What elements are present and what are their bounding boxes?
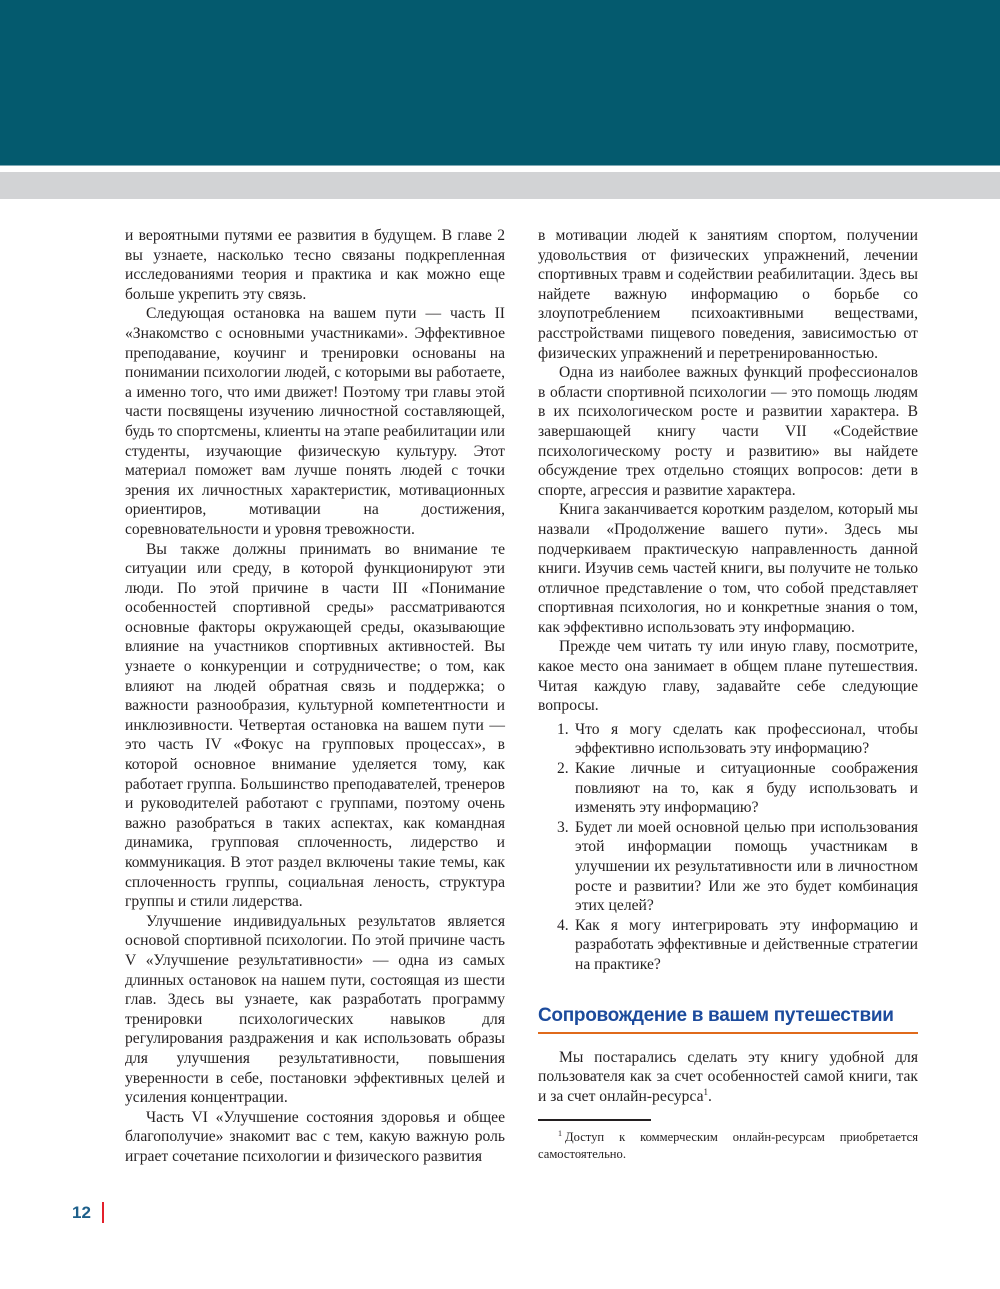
footnote-text: Доступ к коммерческим онлайн-ресурсам приобретается самостоятельно. — [538, 1130, 918, 1162]
paragraph-text: Мы постарались сделать эту книгу удобной для пользователя как за счет особенностей самой книги, так и за счет онлайн-ресурса — [538, 1048, 918, 1105]
paragraph — [538, 1048, 918, 1107]
paragraph: Вы также должны принимать во внимание те ситуации или среду, в которой функционируют эти люди. По этой причине в части III «Понимание особенностей спортивной среды» рассматриваются основные факторы окружающей среды, оказывающие влияние на участников спортивных активностей. Вы узнаете о конкуренции и сотрудничестве; о том, как влияют на людей обратная связь и поддержка; о важности разнообразия, культурной компетентности и инклюзивности. Четвертая остановка на вашем пути — это часть IV «Фокус на групповых процессах», в которой основное внимание уделяется тому, как работает группа. Большинство преподавателей, тренеров и руководителей работают с группами, поэтому очень важно разобраться в таких аспектах, как командная динамика, групповая сплоченность, лидерство и коммуникация. В этот раздел включены такие темы, как сплоченность группы, социальная леность, структура группы и стили лидерства. — [125, 540, 505, 911]
section-heading: Сопровождение в вашем путешествии — [538, 1006, 918, 1034]
header-color-band — [0, 0, 1000, 165]
left-column — [125, 226, 505, 1167]
list-number: 4. — [557, 916, 569, 934]
page-number: 12 — [72, 1203, 91, 1222]
list-item — [557, 759, 918, 818]
paragraph-end: . — [708, 1087, 712, 1105]
footnote-mark: 1 — [558, 1129, 562, 1139]
list-number: 1. — [557, 720, 569, 738]
list-number: 2. — [557, 760, 569, 778]
paragraph: Одна из наиболее важных функций профессионалов в области спортивной психологии — это помощь людям в их психологическом росте и развитии характера. В завершающей книгу части VII «Содействие психологическому росту и развитию» вы найдете обсуждение трех отдельно стоящих вопросов: дети в спорте, агрессия и развитие характера. — [538, 364, 918, 499]
list-item-text: Что я могу сделать как профессионал, чтобы эффективно использовать эту информацию? — [575, 720, 918, 758]
header-band-edge — [0, 165, 1000, 166]
list-item-text: Как я могу интегрировать эту информацию и разработать эффективные и действенные стратегии на практике? — [575, 916, 918, 973]
list-item-text: Какие личные и ситуационные соображения повлияют на то, как я буду использовать и изменять эту информацию? — [575, 760, 918, 817]
list-item — [557, 720, 918, 759]
paragraph: в мотивации людей к занятиям спортом, получении удовольствия от физических упражнений, лечении спортивных травм и содействии реабилитации. Здесь вы найдете важную информацию о борьбе со злоупотреблением психоактивными веществами, расстройствами пищевого поведения, зависимостью от физических упражнений и перетренированностью. — [538, 227, 918, 362]
list-item — [557, 818, 918, 916]
page-number-bar — [102, 1202, 104, 1223]
paragraph: Книга заканчивается коротким разделом, который мы назвали «Продолжение вашего пути». Здесь мы подчеркиваем практическую направленность данной книги. Изучив семь частей книги, вы получите не только отличное представление о том, что собой представляет спортивная психология, но и конкретные знания о том, как эффективно использовать эту информацию. — [538, 501, 918, 636]
paragraph: и вероятными путями ее развития в будущем. В главе 2 вы узнаете, насколько тесно связаны подкрепленная исследованиями теория и практика и как можно еще больше укрепить эту связь. — [125, 227, 505, 303]
paragraph: Улучшение индивидуальных результатов является основой спортивной психологии. По этой причине часть V «Улучшение результативности» — одна из самых длинных остановок на нашем пути, состоящая из шести глав. Здесь вы узнаете, как разработать программу тренировки психологических навыков для регулирования раздражения и как использовать образы для улучшения результативности, повышения уверенности в себе, постановки эффективных целей и усиления концентрации. — [125, 912, 505, 1107]
right-column — [538, 226, 918, 1163]
gray-band — [0, 172, 1000, 199]
paragraph: Следующая остановка на вашем пути — часть II «Знакомство с основными участниками». Эффективное преподавание, коучинг и тренировки основаны на понимании психологии людей, с которыми вы работаете, а именно того, что ими движет! Поэтому три главы этой части посвящены изучению личностной составляющей, будь то спортсмены, клиенты на этапе реабилитации или студенты, изучающие физическую культуру. Этот материал поможет вам лучше понять людей с точки зрения их личностных характеристик, мотивационных ориентиров, мотивации на достижения, соревновательности и уровня тревожности. — [125, 305, 505, 538]
questions-list — [538, 720, 918, 975]
paragraph: Часть VI «Улучшение состояния здоровья и общее благополучие» знакомит вас с тем, какую важную роль играет сочетание психологии и физического развития — [125, 1108, 505, 1165]
paragraph: Прежде чем читать ту или иную главу, посмотрите, какое место она занимает в общем плане путешествия. Читая каждую главу, задавайте себе следующие вопросы. — [538, 638, 918, 715]
list-item — [557, 916, 918, 975]
footnote — [538, 1125, 918, 1163]
list-number: 3. — [557, 818, 569, 836]
list-item-text: Будет ли моей основной целью при использования этой информации помощь участникам в улучшении их результативности или в личностном росте и развитии? Или же это будет комбинация этих целей? — [575, 818, 918, 915]
footnote-divider — [538, 1119, 651, 1121]
footnote-reference[interactable]: 1 — [703, 1086, 708, 1097]
